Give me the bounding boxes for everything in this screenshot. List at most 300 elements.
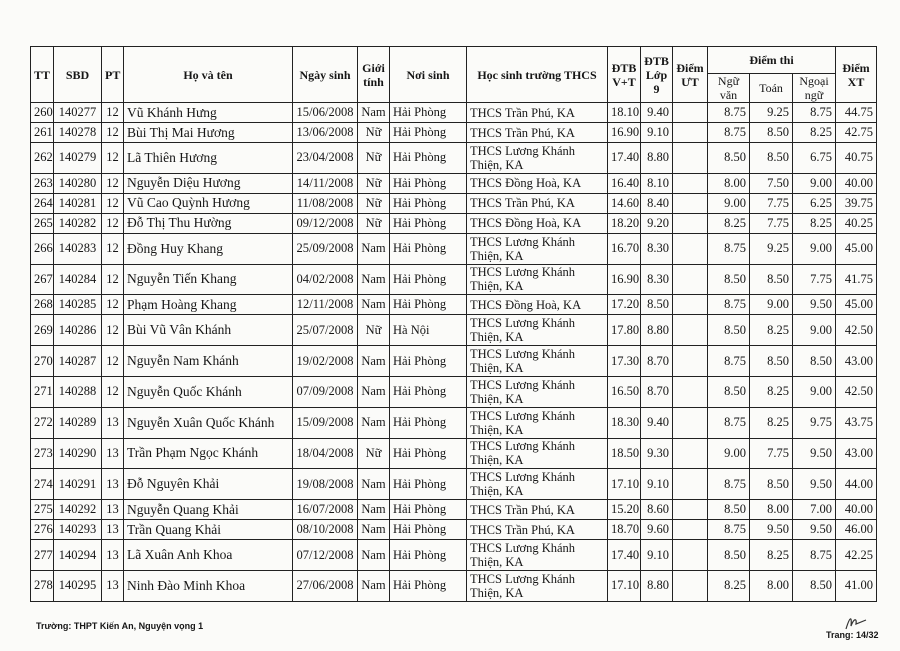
row-pt: 12 xyxy=(102,346,124,377)
row-diem-xt: 41.75 xyxy=(836,264,877,295)
row-gender: Nữ xyxy=(358,315,390,346)
table-row xyxy=(31,193,877,213)
row-tt: 273 xyxy=(31,438,54,469)
row-sbd: 140279 xyxy=(54,143,102,174)
row-gender: Nam xyxy=(358,407,390,438)
row-pt: 12 xyxy=(102,143,124,174)
row-dtb-vt: 17.30 xyxy=(608,346,641,377)
row-sbd: 140286 xyxy=(54,315,102,346)
row-tt: 267 xyxy=(31,264,54,295)
table-row xyxy=(31,500,877,520)
row-diem-xt: 43.00 xyxy=(836,438,877,469)
row-gender: Nam xyxy=(358,469,390,500)
row-dtb-lop9: 9.40 xyxy=(641,103,673,123)
row-name: Lã Thiên Hương xyxy=(124,143,293,174)
row-diem-xt: 43.75 xyxy=(836,407,877,438)
row-tt: 277 xyxy=(31,540,54,571)
header-sbd: SBD xyxy=(54,47,102,103)
row-dtb-vt: 17.10 xyxy=(608,570,641,601)
row-school: THCS Lương Khánh Thiện, KA xyxy=(467,407,608,438)
row-dob: 09/12/2008 xyxy=(293,213,358,233)
row-birthplace: Hải Phòng xyxy=(390,233,467,264)
row-diem-xt: 45.00 xyxy=(836,295,877,315)
row-school: THCS Lương Khánh Thiện, KA xyxy=(467,346,608,377)
row-diem-xt: 40.25 xyxy=(836,213,877,233)
row-dtb-vt: 16.90 xyxy=(608,123,641,143)
row-name: Nguyễn Nam Khánh xyxy=(124,346,293,377)
row-tt: 260 xyxy=(31,103,54,123)
row-birthplace: Hải Phòng xyxy=(390,469,467,500)
row-sbd: 140295 xyxy=(54,570,102,601)
row-toan: 8.00 xyxy=(750,570,793,601)
row-diem-xt: 39.75 xyxy=(836,193,877,213)
row-ngoai-ngu: 7.00 xyxy=(793,500,836,520)
row-toan: 9.25 xyxy=(750,103,793,123)
header-ngu-van: Ngữ văn xyxy=(708,74,750,103)
row-diem-xt: 42.75 xyxy=(836,123,877,143)
row-tt: 271 xyxy=(31,376,54,407)
row-dtb-vt: 14.60 xyxy=(608,193,641,213)
row-ngoai-ngu: 9.00 xyxy=(793,233,836,264)
row-name: Nguyễn Quốc Khánh xyxy=(124,376,293,407)
row-ngu-van: 8.25 xyxy=(708,570,750,601)
row-dtb-lop9: 9.20 xyxy=(641,213,673,233)
row-toan: 8.25 xyxy=(750,407,793,438)
table-row xyxy=(31,438,877,469)
row-toan: 7.75 xyxy=(750,193,793,213)
row-sbd: 140281 xyxy=(54,193,102,213)
table-row xyxy=(31,103,877,123)
row-name: Lã Xuân Anh Khoa xyxy=(124,540,293,571)
row-birthplace: Hà Nội xyxy=(390,315,467,346)
row-diem-xt: 44.75 xyxy=(836,103,877,123)
row-sbd: 140294 xyxy=(54,540,102,571)
row-sbd: 140280 xyxy=(54,173,102,193)
row-tt: 264 xyxy=(31,193,54,213)
row-toan: 9.25 xyxy=(750,233,793,264)
row-gender: Nam xyxy=(358,295,390,315)
row-gender: Nam xyxy=(358,264,390,295)
row-diem-ut xyxy=(673,376,708,407)
row-toan: 9.50 xyxy=(750,520,793,540)
table-row xyxy=(31,540,877,571)
table-body xyxy=(31,103,877,602)
row-ngoai-ngu: 6.75 xyxy=(793,143,836,174)
row-ngoai-ngu: 9.00 xyxy=(793,315,836,346)
row-name: Trần Quang Khải xyxy=(124,520,293,540)
header-gender: Giới tính xyxy=(358,47,390,103)
row-toan: 8.25 xyxy=(750,376,793,407)
row-school: THCS Trần Phú, KA xyxy=(467,193,608,213)
row-ngoai-ngu: 9.50 xyxy=(793,520,836,540)
row-name: Đỗ Thị Thu Hường xyxy=(124,213,293,233)
row-ngoai-ngu: 9.50 xyxy=(793,469,836,500)
row-ngu-van: 8.50 xyxy=(708,315,750,346)
row-pt: 12 xyxy=(102,315,124,346)
row-birthplace: Hải Phòng xyxy=(390,520,467,540)
row-dtb-vt: 16.70 xyxy=(608,233,641,264)
row-dtb-vt: 16.50 xyxy=(608,376,641,407)
row-school: THCS Trần Phú, KA xyxy=(467,520,608,540)
row-dtb-vt: 17.20 xyxy=(608,295,641,315)
row-ngoai-ngu: 9.00 xyxy=(793,173,836,193)
table-row xyxy=(31,173,877,193)
row-dtb-vt: 18.70 xyxy=(608,520,641,540)
table-row xyxy=(31,123,877,143)
row-pt: 13 xyxy=(102,500,124,520)
row-sbd: 140278 xyxy=(54,123,102,143)
results-table xyxy=(30,46,877,602)
row-name: Nguyễn Diệu Hương xyxy=(124,173,293,193)
row-pt: 12 xyxy=(102,213,124,233)
row-diem-ut xyxy=(673,103,708,123)
row-diem-ut xyxy=(673,264,708,295)
row-ngu-van: 8.75 xyxy=(708,520,750,540)
row-toan: 7.75 xyxy=(750,438,793,469)
row-dtb-vt: 17.40 xyxy=(608,540,641,571)
row-pt: 12 xyxy=(102,103,124,123)
row-ngu-van: 8.75 xyxy=(708,295,750,315)
table-row xyxy=(31,469,877,500)
row-birthplace: Hải Phòng xyxy=(390,500,467,520)
row-birthplace: Hải Phòng xyxy=(390,173,467,193)
row-school: THCS Đồng Hoà, KA xyxy=(467,213,608,233)
row-diem-ut xyxy=(673,540,708,571)
row-dtb-vt: 17.40 xyxy=(608,143,641,174)
table-row xyxy=(31,315,877,346)
row-toan: 8.50 xyxy=(750,123,793,143)
row-diem-xt: 45.00 xyxy=(836,233,877,264)
row-birthplace: Hải Phòng xyxy=(390,407,467,438)
row-name: Nguyễn Tiến Khang xyxy=(124,264,293,295)
row-sbd: 140293 xyxy=(54,520,102,540)
row-ngu-van: 8.75 xyxy=(708,407,750,438)
row-birthplace: Hải Phòng xyxy=(390,346,467,377)
row-diem-xt: 42.50 xyxy=(836,315,877,346)
row-dtb-lop9: 9.10 xyxy=(641,123,673,143)
row-ngu-van: 8.75 xyxy=(708,123,750,143)
row-name: Nguyễn Xuân Quốc Khánh xyxy=(124,407,293,438)
row-diem-ut xyxy=(673,315,708,346)
row-school: THCS Trần Phú, KA xyxy=(467,103,608,123)
row-diem-ut xyxy=(673,173,708,193)
header-pt: PT xyxy=(102,47,124,103)
row-dtb-lop9: 8.40 xyxy=(641,193,673,213)
row-dtb-lop9: 9.10 xyxy=(641,540,673,571)
row-sbd: 140289 xyxy=(54,407,102,438)
row-school: THCS Lương Khánh Thiện, KA xyxy=(467,264,608,295)
row-birthplace: Hải Phòng xyxy=(390,123,467,143)
row-dtb-lop9: 8.30 xyxy=(641,233,673,264)
row-diem-xt: 46.00 xyxy=(836,520,877,540)
header-birthplace: Nơi sinh xyxy=(390,47,467,103)
row-name: Vũ Cao Quỳnh Hương xyxy=(124,193,293,213)
row-ngu-van: 8.75 xyxy=(708,103,750,123)
row-diem-ut xyxy=(673,438,708,469)
row-sbd: 140290 xyxy=(54,438,102,469)
row-toan: 8.50 xyxy=(750,143,793,174)
table-row xyxy=(31,143,877,174)
row-dtb-vt: 15.20 xyxy=(608,500,641,520)
row-dob: 25/09/2008 xyxy=(293,233,358,264)
row-diem-ut xyxy=(673,213,708,233)
row-diem-xt: 44.00 xyxy=(836,469,877,500)
row-name: Bùi Vũ Vân Khánh xyxy=(124,315,293,346)
row-dob: 04/02/2008 xyxy=(293,264,358,295)
table-row xyxy=(31,233,877,264)
row-dtb-lop9: 9.60 xyxy=(641,520,673,540)
row-pt: 13 xyxy=(102,520,124,540)
row-toan: 8.25 xyxy=(750,540,793,571)
row-dob: 25/07/2008 xyxy=(293,315,358,346)
row-dtb-vt: 18.10 xyxy=(608,103,641,123)
row-pt: 13 xyxy=(102,540,124,571)
row-dob: 19/02/2008 xyxy=(293,346,358,377)
row-diem-xt: 40.00 xyxy=(836,500,877,520)
table-row xyxy=(31,407,877,438)
row-pt: 12 xyxy=(102,376,124,407)
row-tt: 270 xyxy=(31,346,54,377)
row-tt: 263 xyxy=(31,173,54,193)
row-tt: 261 xyxy=(31,123,54,143)
row-pt: 13 xyxy=(102,570,124,601)
row-ngoai-ngu: 9.00 xyxy=(793,376,836,407)
row-dob: 11/08/2008 xyxy=(293,193,358,213)
row-pt: 12 xyxy=(102,233,124,264)
row-toan: 8.50 xyxy=(750,346,793,377)
row-ngu-van: 8.50 xyxy=(708,500,750,520)
row-ngu-van: 8.25 xyxy=(708,213,750,233)
row-dob: 27/06/2008 xyxy=(293,570,358,601)
row-gender: Nam xyxy=(358,346,390,377)
row-diem-xt: 42.25 xyxy=(836,540,877,571)
row-name: Đồng Huy Khang xyxy=(124,233,293,264)
row-dtb-lop9: 8.80 xyxy=(641,315,673,346)
header-school: Học sinh trường THCS xyxy=(467,47,608,103)
row-ngoai-ngu: 9.75 xyxy=(793,407,836,438)
row-tt: 268 xyxy=(31,295,54,315)
row-dtb-lop9: 9.30 xyxy=(641,438,673,469)
row-dtb-lop9: 8.80 xyxy=(641,570,673,601)
row-pt: 12 xyxy=(102,123,124,143)
row-dtb-lop9: 8.70 xyxy=(641,346,673,377)
row-diem-xt: 40.00 xyxy=(836,173,877,193)
row-sbd: 140288 xyxy=(54,376,102,407)
row-pt: 13 xyxy=(102,438,124,469)
row-diem-ut xyxy=(673,123,708,143)
row-dtb-vt: 17.10 xyxy=(608,469,641,500)
header-diem-thi: Điểm thi xyxy=(708,47,836,74)
row-dob: 16/07/2008 xyxy=(293,500,358,520)
row-birthplace: Hải Phòng xyxy=(390,143,467,174)
table-row xyxy=(31,295,877,315)
row-toan: 7.75 xyxy=(750,213,793,233)
row-diem-ut xyxy=(673,520,708,540)
row-ngu-van: 8.50 xyxy=(708,540,750,571)
table-row xyxy=(31,346,877,377)
row-diem-xt: 43.00 xyxy=(836,346,877,377)
table-row xyxy=(31,520,877,540)
row-birthplace: Hải Phòng xyxy=(390,264,467,295)
row-diem-ut xyxy=(673,570,708,601)
row-tt: 272 xyxy=(31,407,54,438)
row-birthplace: Hải Phòng xyxy=(390,376,467,407)
header-diem-xt: Điểm XT xyxy=(836,47,877,103)
row-ngu-van: 8.00 xyxy=(708,173,750,193)
row-dtb-vt: 18.30 xyxy=(608,407,641,438)
row-sbd: 140283 xyxy=(54,233,102,264)
row-ngu-van: 8.50 xyxy=(708,376,750,407)
row-school: THCS Lương Khánh Thiện, KA xyxy=(467,438,608,469)
row-dob: 15/09/2008 xyxy=(293,407,358,438)
row-sbd: 140282 xyxy=(54,213,102,233)
header-dob: Ngày sinh xyxy=(293,47,358,103)
row-gender: Nữ xyxy=(358,143,390,174)
row-dtb-vt: 18.20 xyxy=(608,213,641,233)
row-gender: Nam xyxy=(358,520,390,540)
row-dtb-lop9: 8.80 xyxy=(641,143,673,174)
row-dtb-vt: 16.40 xyxy=(608,173,641,193)
row-pt: 13 xyxy=(102,469,124,500)
row-name: Vũ Khánh Hưng xyxy=(124,103,293,123)
row-school: THCS Lương Khánh Thiện, KA xyxy=(467,469,608,500)
row-sbd: 140284 xyxy=(54,264,102,295)
row-school: THCS Lương Khánh Thiện, KA xyxy=(467,540,608,571)
row-school: THCS Lương Khánh Thiện, KA xyxy=(467,570,608,601)
row-gender: Nữ xyxy=(358,193,390,213)
row-ngoai-ngu: 8.75 xyxy=(793,103,836,123)
row-sbd: 140292 xyxy=(54,500,102,520)
row-ngu-van: 8.75 xyxy=(708,469,750,500)
row-sbd: 140285 xyxy=(54,295,102,315)
row-dtb-lop9: 8.10 xyxy=(641,173,673,193)
row-pt: 12 xyxy=(102,264,124,295)
row-dtb-lop9: 8.30 xyxy=(641,264,673,295)
row-dtb-lop9: 8.70 xyxy=(641,376,673,407)
row-ngoai-ngu: 8.50 xyxy=(793,570,836,601)
row-tt: 276 xyxy=(31,520,54,540)
row-ngoai-ngu: 8.75 xyxy=(793,540,836,571)
row-birthplace: Hải Phòng xyxy=(390,540,467,571)
row-diem-xt: 40.75 xyxy=(836,143,877,174)
row-dob: 08/10/2008 xyxy=(293,520,358,540)
row-tt: 269 xyxy=(31,315,54,346)
row-toan: 9.00 xyxy=(750,295,793,315)
row-name: Nguyễn Quang Khải xyxy=(124,500,293,520)
row-dtb-lop9: 8.60 xyxy=(641,500,673,520)
row-toan: 8.00 xyxy=(750,500,793,520)
row-diem-xt: 41.00 xyxy=(836,570,877,601)
row-toan: 8.25 xyxy=(750,315,793,346)
header-toan: Toán xyxy=(750,74,793,103)
table-row xyxy=(31,376,877,407)
row-tt: 274 xyxy=(31,469,54,500)
row-school: THCS Trần Phú, KA xyxy=(467,500,608,520)
row-diem-ut xyxy=(673,407,708,438)
row-school: THCS Lương Khánh Thiện, KA xyxy=(467,143,608,174)
table-row xyxy=(31,570,877,601)
row-gender: Nữ xyxy=(358,173,390,193)
row-ngu-van: 8.75 xyxy=(708,346,750,377)
row-sbd: 140287 xyxy=(54,346,102,377)
row-ngoai-ngu: 8.25 xyxy=(793,213,836,233)
row-tt: 262 xyxy=(31,143,54,174)
row-ngoai-ngu: 6.25 xyxy=(793,193,836,213)
row-school: THCS Lương Khánh Thiện, KA xyxy=(467,233,608,264)
row-diem-ut xyxy=(673,346,708,377)
row-school: THCS Trần Phú, KA xyxy=(467,123,608,143)
row-pt: 12 xyxy=(102,295,124,315)
row-gender: Nam xyxy=(358,540,390,571)
row-dob: 19/08/2008 xyxy=(293,469,358,500)
row-gender: Nam xyxy=(358,570,390,601)
row-school: THCS Đồng Hoà, KA xyxy=(467,295,608,315)
row-tt: 278 xyxy=(31,570,54,601)
row-gender: Nam xyxy=(358,500,390,520)
row-dtb-vt: 18.50 xyxy=(608,438,641,469)
header-name: Họ và tên xyxy=(124,47,293,103)
row-gender: Nữ xyxy=(358,438,390,469)
row-dob: 14/11/2008 xyxy=(293,173,358,193)
row-school: THCS Đồng Hoà, KA xyxy=(467,173,608,193)
row-tt: 275 xyxy=(31,500,54,520)
row-ngu-van: 9.00 xyxy=(708,193,750,213)
row-ngoai-ngu: 9.50 xyxy=(793,295,836,315)
row-toan: 7.50 xyxy=(750,173,793,193)
row-name: Phạm Hoàng Khang xyxy=(124,295,293,315)
row-ngoai-ngu: 7.75 xyxy=(793,264,836,295)
row-dtb-vt: 17.80 xyxy=(608,315,641,346)
table-row xyxy=(31,213,877,233)
header-dtb-vt: ĐTB V+T xyxy=(608,47,641,103)
row-gender: Nam xyxy=(358,233,390,264)
row-ngoai-ngu: 9.50 xyxy=(793,438,836,469)
row-dob: 07/12/2008 xyxy=(293,540,358,571)
row-pt: 12 xyxy=(102,173,124,193)
row-gender: Nam xyxy=(358,103,390,123)
row-name: Ninh Đào Minh Khoa xyxy=(124,570,293,601)
header-diem-ut: Điểm ƯT xyxy=(673,47,708,103)
row-diem-ut xyxy=(673,295,708,315)
row-school: THCS Lương Khánh Thiện, KA xyxy=(467,376,608,407)
row-ngoai-ngu: 8.25 xyxy=(793,123,836,143)
row-dtb-lop9: 8.50 xyxy=(641,295,673,315)
row-gender: Nam xyxy=(358,376,390,407)
row-dtb-vt: 16.90 xyxy=(608,264,641,295)
row-name: Bùi Thị Mai Hương xyxy=(124,123,293,143)
row-pt: 13 xyxy=(102,407,124,438)
row-toan: 8.50 xyxy=(750,469,793,500)
row-birthplace: Hải Phòng xyxy=(390,103,467,123)
row-dob: 15/06/2008 xyxy=(293,103,358,123)
row-sbd: 140291 xyxy=(54,469,102,500)
row-birthplace: Hải Phòng xyxy=(390,213,467,233)
row-dob: 23/04/2008 xyxy=(293,143,358,174)
row-diem-ut xyxy=(673,233,708,264)
row-dtb-lop9: 9.40 xyxy=(641,407,673,438)
row-diem-ut xyxy=(673,143,708,174)
row-tt: 266 xyxy=(31,233,54,264)
row-name: Đỗ Nguyên Khải xyxy=(124,469,293,500)
row-toan: 8.50 xyxy=(750,264,793,295)
header-tt: TT xyxy=(31,47,54,103)
row-dob: 13/06/2008 xyxy=(293,123,358,143)
row-gender: Nữ xyxy=(358,123,390,143)
row-tt: 265 xyxy=(31,213,54,233)
row-diem-ut xyxy=(673,193,708,213)
row-dob: 12/11/2008 xyxy=(293,295,358,315)
row-birthplace: Hải Phòng xyxy=(390,193,467,213)
